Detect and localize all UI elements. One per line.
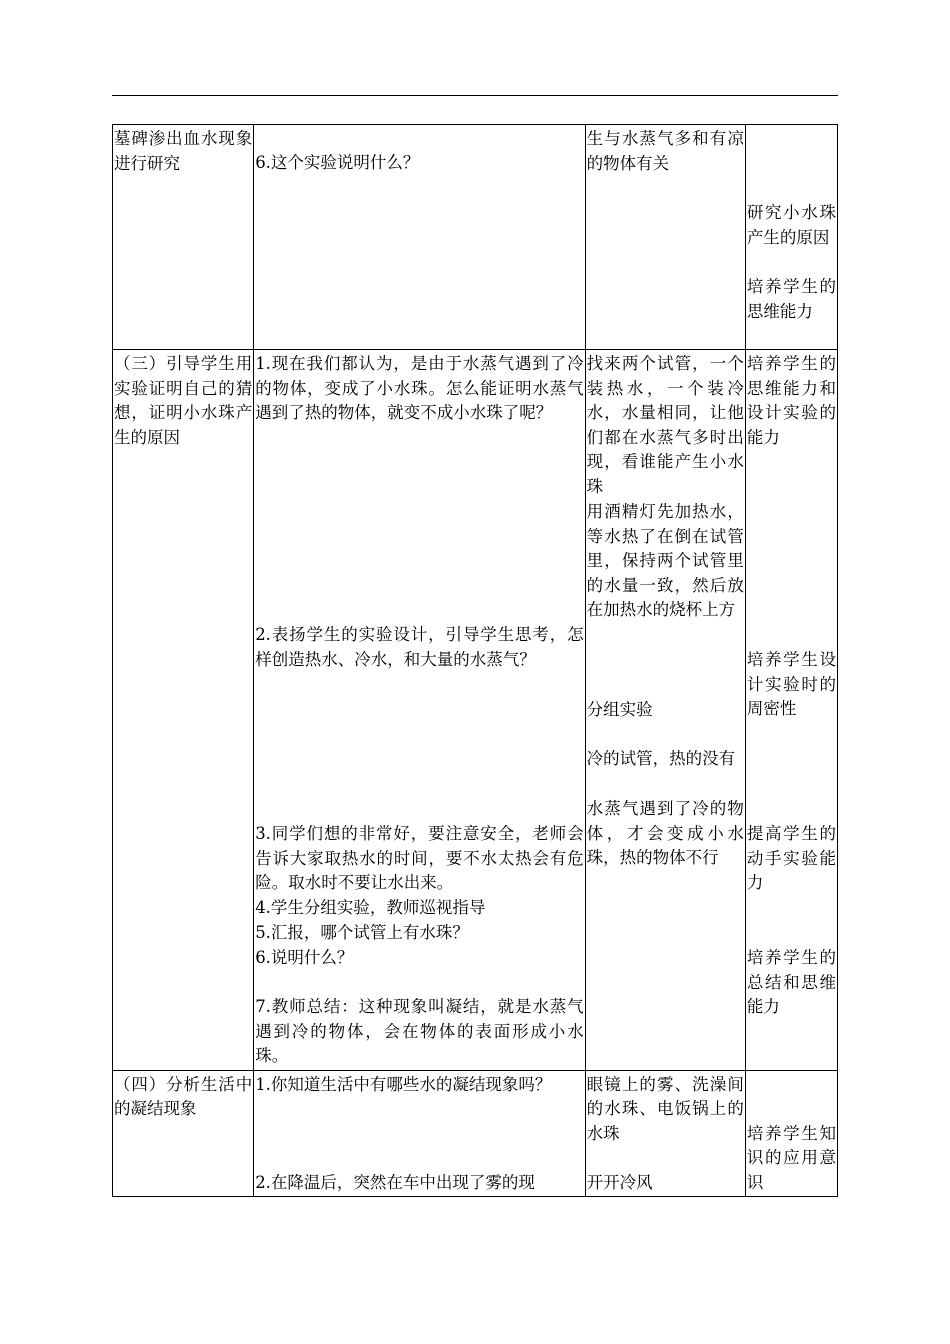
teacher-cell <box>254 350 585 1070</box>
student-text: 分组实验 <box>586 700 653 720</box>
teacher-cell <box>254 1070 585 1196</box>
student-text: 眼镜上的雾、洗澡间的水珠、电饭锅上的水珠 <box>586 1074 744 1143</box>
purpose-cell <box>745 350 837 1070</box>
purpose-text: 培养学生的总结和思维能力 <box>746 948 836 1017</box>
student-text: 冷的试管，热的没有 <box>586 749 736 769</box>
stage-text: （三）引导学生用实验证明自己的猜想，证明小水珠产生的原因 <box>114 354 253 447</box>
header-rule <box>112 95 838 96</box>
student-text: 用酒精灯先加热水，等水热了在倒在试管里，保持两个试管里的水量一致，然后放在加热水的烧杯上方 <box>586 502 744 620</box>
teacher-text: 7.教师总结：这种现象叫凝结，就是水蒸气遇到冷的物体，会在物体的表面形成小水珠。 <box>255 997 584 1066</box>
student-cell <box>585 350 745 1070</box>
table-row <box>113 125 838 350</box>
student-text: 水蒸气遇到了冷的物体，才会变成小水珠，热的物体不行 <box>586 799 744 868</box>
table-row <box>113 350 838 1070</box>
student-text: 开开冷风 <box>586 1172 653 1192</box>
purpose-text: 培养学生知识的应用意识 <box>746 1123 836 1192</box>
table-row <box>113 1070 838 1196</box>
teacher-text: 6.这个实验说明什么？ <box>255 153 420 172</box>
teacher-text: 1.你知道生活中有哪些水的凝结现象吗？ <box>255 1074 552 1094</box>
purpose-text: 培养学生的思维能力和设计实验的能力 <box>746 354 836 447</box>
student-cell <box>585 1070 745 1196</box>
teacher-text: 6.说明什么？ <box>255 948 354 968</box>
purpose-text: 提高学生的动手实验能力 <box>746 824 836 893</box>
stage-text: 墓碑渗出血水现象进行研究 <box>114 129 253 173</box>
purpose-text: 研究小水珠产生的原因 <box>746 203 836 247</box>
purpose-cell <box>745 1070 837 1196</box>
teacher-text: 3.同学们想的非常好，要注意安全，老师会告诉大家取热水的时间，要不水太热会有危险。取水时不要让水出来。 <box>255 824 584 893</box>
stage-cell <box>113 1070 254 1196</box>
student-text: 找来两个试管，一个装热水，一个装冷水，水量相同，让他们都在水蒸气多时出现，看谁能产生小水珠 <box>586 354 744 496</box>
teacher-text: 5.汇报，哪个试管上有水珠？ <box>255 923 469 943</box>
stage-text: （四）分析生活中的凝结现象 <box>114 1074 253 1119</box>
stage-cell <box>113 125 254 350</box>
purpose-text: 培养学生的思维能力 <box>746 277 836 321</box>
student-cell <box>585 125 745 350</box>
student-text: 生与水蒸气多和有凉的物体有关 <box>586 129 744 173</box>
teacher-cell <box>254 125 585 350</box>
purpose-text: 培养学生设计实验时的周密性 <box>746 650 836 719</box>
teacher-text: 2.表扬学生的实验设计，引导学生思考，怎样创造热水、冷水，和大量的水蒸气？ <box>255 625 584 669</box>
teacher-text: 1.现在我们都认为，是由于水蒸气遇到了冷的物体，变成了小水珠。怎么能证明水蒸气遇到了热的物体，就变不成小水珠了呢？ <box>255 354 584 423</box>
teacher-text: 4.学生分组实验，教师巡视指导 <box>255 898 486 918</box>
lesson-plan-table <box>112 124 838 1197</box>
teacher-text: 2.在降温后，突然在车中出现了雾的现 <box>255 1172 535 1192</box>
purpose-cell <box>745 125 837 350</box>
stage-cell <box>113 350 254 1070</box>
